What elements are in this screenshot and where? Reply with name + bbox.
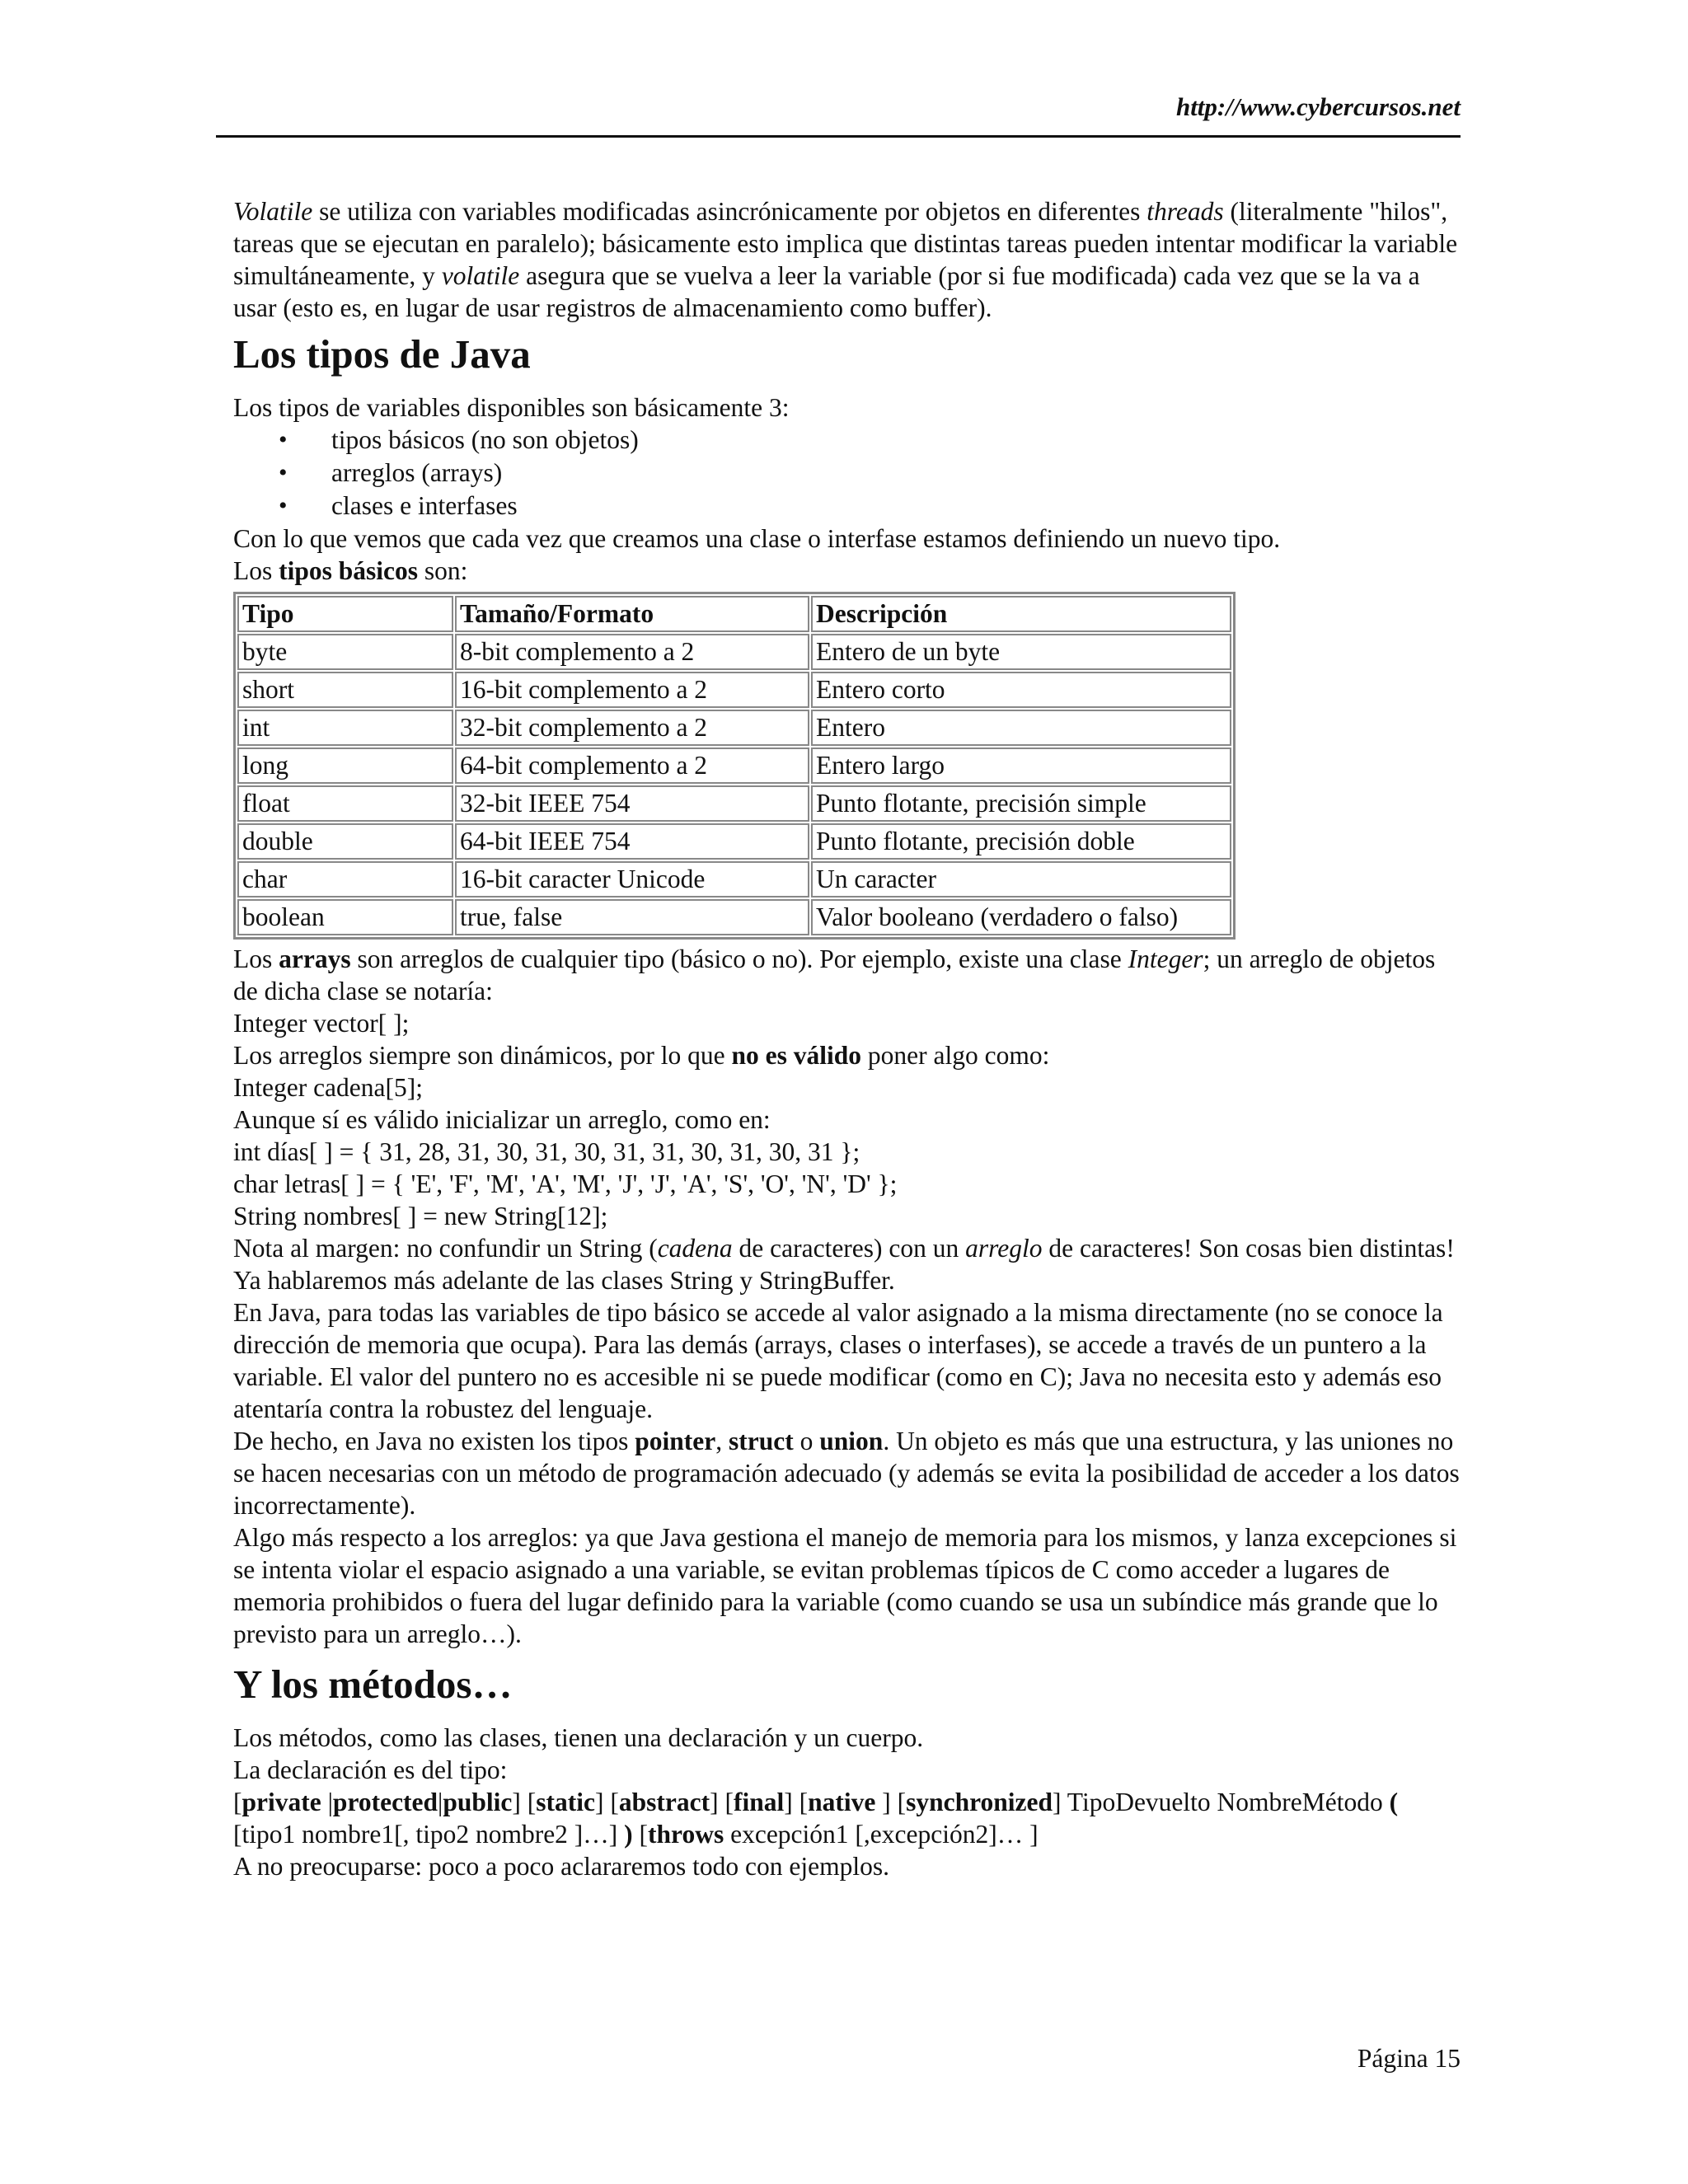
- method-signature: [233, 1786, 1463, 1850]
- cell-size: 32-bit complemento a 2: [455, 710, 809, 746]
- keyword-protected: protected: [332, 1788, 438, 1816]
- bullet-icon: •: [279, 426, 288, 453]
- list-item-text: tipos básicos (no son objetos): [331, 425, 639, 454]
- keyword-throws: throws: [648, 1820, 724, 1849]
- cell-type: short: [237, 672, 453, 708]
- header-descripcion: Descripción: [811, 596, 1231, 632]
- keyword-static: static: [536, 1788, 595, 1816]
- cell-description: Punto flotante, precisión simple: [811, 785, 1231, 822]
- bold-term: arrays: [279, 944, 351, 973]
- types-list: [233, 424, 1463, 523]
- basic-types-intro: [233, 555, 1463, 587]
- methods-intro: Los métodos, como las clases, tienen una declaración y un cuerpo.: [233, 1723, 924, 1752]
- table-row: [237, 710, 1231, 746]
- text-run: |: [321, 1788, 333, 1816]
- keyword-final: final: [733, 1788, 785, 1816]
- cell-description: Valor booleano (verdadero o falso): [811, 899, 1231, 935]
- bold-term: struct: [729, 1427, 794, 1455]
- list-item: [279, 424, 1463, 457]
- memory-paragraph: Algo más respecto a los arreglos: ya que Java gestiona el manejo de memoria para los mismos, y lanza excepciones si se intenta violar el espacio asignado a una variable, se evitan problemas típicos de C como acceder a lugares de memoria prohibidos o fuera del lugar definido para la variable (como cuando se usa un subíndice más grande que lo previsto para un arreglo…).: [233, 1523, 1457, 1648]
- text-run: de caracteres! Son cosas bien distintas!: [1042, 1234, 1455, 1263]
- list-item: [279, 457, 1463, 490]
- heading-java-types: Los tipos de Java: [233, 331, 531, 377]
- bullet-icon: •: [279, 459, 288, 486]
- paren-open: (: [1389, 1788, 1399, 1816]
- header-divider: [216, 135, 1461, 138]
- text-run: o: [793, 1427, 820, 1455]
- page-number: Página 15: [1357, 2044, 1461, 2073]
- cell-description: Entero: [811, 710, 1231, 746]
- list-item-text: arreglos (arrays): [331, 458, 503, 487]
- code-line: Integer vector[ ];: [233, 1009, 410, 1038]
- code-line: char letras[ ] = { 'E', 'F', 'M', 'A', 'M', 'J', 'J', 'A', 'S', 'O', 'N', 'D' };: [233, 1169, 898, 1198]
- text-run: Los: [233, 556, 279, 585]
- text-run: Los: [233, 944, 279, 973]
- paren-close: ): [624, 1820, 633, 1849]
- text-run: poner algo como:: [861, 1041, 1050, 1070]
- bullet-icon: •: [279, 492, 288, 519]
- pointer-paragraph: En Java, para todas las variables de tipo básico se accede al valor asignado a la misma directamente (no se conoce la dirección de memoria que ocupa). Para las demás (arrays, clases o interfases), se accede a través de un puntero a la variable. El valor del puntero no es accesible ni se puede modificar (como en C); Java no necesita esto y además eso atentaría contra la robustez del lenguaje.: [233, 1298, 1443, 1423]
- text-run: De hecho, en Java no existen los tipos: [233, 1427, 635, 1455]
- text-run: Los arreglos siempre son dinámicos, por lo que: [233, 1041, 732, 1070]
- text-run: son arreglos de cualquier tipo (básico o no). Por ejemplo, existe una clase: [350, 944, 1128, 973]
- text-run: . Un objeto es más que una estructura, y las uniones no se hacen necesarias con un método de programación adecuado (y además se evita la posibilidad de acceder a los datos incorrectamente).: [233, 1427, 1460, 1520]
- text-run: ] [: [595, 1788, 619, 1816]
- table-row: [237, 672, 1231, 708]
- margin-note: [233, 1232, 1463, 1264]
- keyword-public: public: [443, 1788, 513, 1816]
- table-row: [237, 823, 1231, 860]
- text-run: ] [: [784, 1788, 809, 1816]
- text-run: [: [632, 1820, 649, 1849]
- term-volatile: Volatile: [233, 197, 313, 226]
- keyword-synchronized: synchronized: [906, 1788, 1053, 1816]
- text-run: ; un arreglo de objetos de dicha clase se notaría:: [233, 944, 1436, 1005]
- keyword-native: native: [808, 1788, 876, 1816]
- cell-type: double: [237, 823, 453, 860]
- cell-size: 8-bit complemento a 2: [455, 634, 809, 670]
- stringbuffer-paragraph: Ya hablaremos más adelante de las clases String y StringBuffer.: [233, 1266, 895, 1295]
- list-item: [279, 490, 1463, 523]
- table-row: [237, 861, 1231, 898]
- cell-size: 64-bit complemento a 2: [455, 748, 809, 784]
- header-url: http://www.cybercursos.net: [1175, 92, 1461, 121]
- types-summary: Con lo que vemos que cada vez que creamos una clase o interfase estamos definiendo un nuevo tipo.: [233, 524, 1281, 553]
- cell-description: Entero largo: [811, 748, 1231, 784]
- text-run: (literalmente "hilos", tareas que se ejecutan en paralelo); básicamente esto implica que distintas tareas pueden intentar modificar la variable simultáneamente, y: [233, 197, 1458, 290]
- text-run: excepción1 [,excepción2]… ]: [724, 1820, 1039, 1849]
- code-line: Integer cadena[5];: [233, 1073, 423, 1102]
- cell-description: Entero corto: [811, 672, 1231, 708]
- text-run: de caracteres) con un: [732, 1234, 966, 1263]
- text-run: asegura que se vuelva a leer la variable (por si fue modificada) cada vez que se la va a usar (esto es, en lugar de usar registros de almacenamiento como buffer).: [233, 261, 1420, 322]
- text-run: ,: [715, 1427, 729, 1455]
- code-line: int días[ ] = { 31, 28, 31, 30, 31, 30, 31, 31, 30, 31, 30, 31 };: [233, 1137, 860, 1166]
- text-run: [tipo1 nombre1[, tipo2 nombre2 ]…]: [233, 1820, 625, 1849]
- bold-term: union: [819, 1427, 884, 1455]
- italic-term: arreglo: [965, 1234, 1043, 1263]
- italic-term: Integer: [1128, 944, 1203, 973]
- cell-size: 32-bit IEEE 754: [455, 785, 809, 822]
- term-threads: threads: [1146, 197, 1224, 226]
- text-run: ] [: [875, 1788, 907, 1816]
- cell-description: Punto flotante, precisión doble: [811, 823, 1231, 860]
- header-tipo: Tipo: [237, 596, 453, 632]
- bold-term: pointer: [635, 1427, 716, 1455]
- table-row: [237, 748, 1231, 784]
- cell-size: 16-bit caracter Unicode: [455, 861, 809, 898]
- header-tamano: Tamaño/Formato: [455, 596, 809, 632]
- arrays-paragraph: [233, 943, 1463, 1007]
- text-run: son:: [418, 556, 468, 585]
- closing-paragraph: A no preocuparse: poco a poco aclararemos todo con ejemplos.: [233, 1852, 889, 1881]
- text-run: ] TipoDevuelto NombreMétodo: [1053, 1788, 1390, 1816]
- heading-methods: Y los métodos…: [233, 1661, 513, 1707]
- text-run: ] [: [512, 1788, 537, 1816]
- text-run: |: [438, 1788, 443, 1816]
- cell-type: byte: [237, 634, 453, 670]
- list-item-text: clases e interfases: [331, 491, 518, 520]
- cell-description: Un caracter: [811, 861, 1231, 898]
- bold-term: no es válido: [731, 1041, 862, 1070]
- cell-type: float: [237, 785, 453, 822]
- table-row: [237, 785, 1231, 822]
- term-volatile-2: volatile: [441, 261, 520, 290]
- declaration-intro: La declaración es del tipo:: [233, 1755, 508, 1784]
- text-run: Nota al margen: no confundir un String (: [233, 1234, 658, 1263]
- cell-type: int: [237, 710, 453, 746]
- text-run: se utiliza con variables modificadas asincrónicamente por objetos en diferentes: [312, 197, 1147, 226]
- keyword-private: private: [241, 1788, 321, 1816]
- table-header-row: [237, 596, 1231, 632]
- table-row: [237, 899, 1231, 935]
- cell-type: long: [237, 748, 453, 784]
- table-row: [237, 634, 1231, 670]
- dynamic-arrays-paragraph: [233, 1039, 1463, 1071]
- basic-types-table: [233, 592, 1236, 940]
- keyword-abstract: abstract: [618, 1788, 710, 1816]
- volatile-paragraph: [233, 195, 1463, 324]
- page-content: [233, 195, 1463, 1882]
- cell-size: true, false: [455, 899, 809, 935]
- cell-type: boolean: [237, 899, 453, 935]
- types-intro: Los tipos de variables disponibles son básicamente 3:: [233, 393, 790, 422]
- text-run: [: [233, 1788, 242, 1816]
- init-paragraph: Aunque sí es válido inicializar un arreglo, como en:: [233, 1105, 771, 1134]
- cell-size: 64-bit IEEE 754: [455, 823, 809, 860]
- italic-term: cadena: [657, 1234, 733, 1263]
- no-pointer-paragraph: [233, 1425, 1463, 1521]
- cell-type: char: [237, 861, 453, 898]
- cell-description: Entero de un byte: [811, 634, 1231, 670]
- text-run: ] [: [710, 1788, 734, 1816]
- bold-term: tipos básicos: [279, 556, 419, 585]
- cell-size: 16-bit complemento a 2: [455, 672, 809, 708]
- code-line: String nombres[ ] = new String[12];: [233, 1202, 608, 1230]
